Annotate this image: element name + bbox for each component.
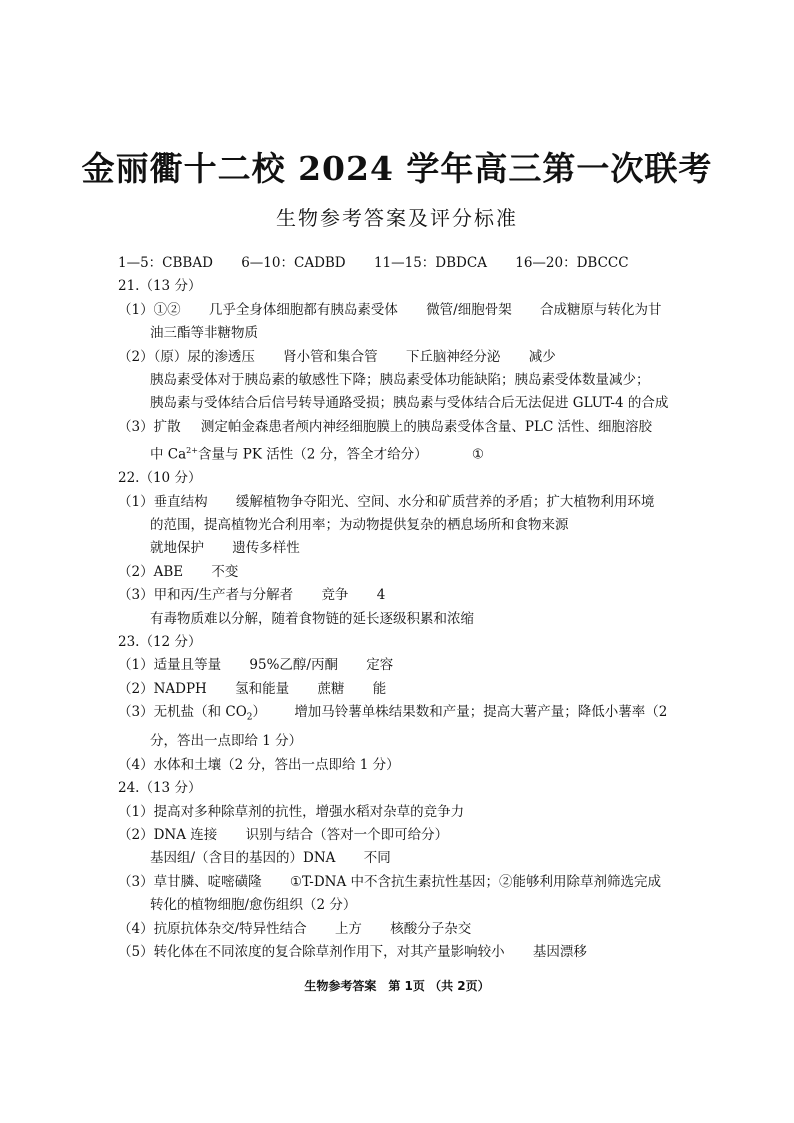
q23-heading: 23.（12 分）: [118, 634, 202, 650]
q23-p1-b: 95%乙醇/丙酮: [249, 657, 338, 674]
q24-p3-a: （3）草甘膦、啶嘧磺隆: [118, 873, 262, 890]
q22-heading: 22.（10 分）: [118, 470, 202, 487]
q24-p5-a: （5）转化体在不同浓度的复合除草剂作用下，对其产量影响较小: [118, 943, 505, 960]
page-footer: 生物参考答案 第 1页 （共 2页）: [304, 979, 490, 993]
q23-part3-cont: 分，答出一点即给 1 分）: [150, 733, 303, 750]
q22-p2-b: 不变: [211, 563, 239, 580]
q21-p2-c: 下丘脑神经分泌: [405, 348, 501, 365]
q24-p2-b: 识别与结合（答对一个即可给分）: [245, 826, 449, 843]
q24-part1: （1）提高对多种除草剂的抗性，增强水稻对杂草的竞争力: [118, 803, 465, 820]
q21-heading: 21.（13 分）: [118, 278, 202, 295]
q23-p2-c: 蔗糖: [317, 680, 345, 697]
q21-p3-b: 测定帕金森患者颅内神经细胞膜上的胰岛素受体含量、PLC 活性、细胞溶胶: [200, 418, 653, 435]
q24-p4-c: 核酸分子杂交: [390, 920, 472, 937]
q21-part2: [118, 346, 684, 369]
q24-part5: [118, 941, 684, 964]
q24-part4: [118, 918, 684, 941]
q21-part1-cont: 油三酯等非糖物质: [150, 325, 258, 342]
q21-part2-cont1: 胰岛素受体对于胰岛素的敏感性下降；胰岛素受体功能缺陷；胰岛素受体数量减少；: [150, 372, 650, 389]
q21-part3-cont: [118, 439, 684, 467]
q23-p2-d: 能: [372, 680, 387, 697]
q21-part2-cont2: 胰岛素与受体结合后信号转导通路受损；胰岛素与受体结合后无法促进 GLUT-4 的合成: [150, 395, 669, 412]
q24-p2-a: （2）DNA 连接: [118, 826, 218, 843]
q24-p4-b: 上方: [334, 920, 362, 937]
q24-part2-cont: [118, 847, 684, 870]
q21-p2-b: 肾小管和集合管: [283, 348, 378, 365]
q23-p1-a: （1）适量且等量: [118, 657, 222, 674]
answer-content: [118, 252, 684, 964]
q23-part3: [118, 701, 684, 730]
q24-p3-b: ①T-DNA 中不含抗生素抗性基因；②能够利用除草剂筛选完成: [289, 873, 661, 890]
q21-p1-d: 合成糖原与转化为甘: [540, 301, 662, 318]
q21-p3b-pre: 中 Ca: [150, 446, 187, 463]
mc-group-4: 16—20：DBCCC: [515, 255, 629, 271]
q23-part1: [118, 654, 684, 677]
q22-p1c-a: 就地保护: [150, 540, 204, 557]
q21-p2-a: （2）（原）尿的渗透压: [118, 348, 255, 365]
q22-part3-cont: 有毒物质难以分解，随着食物链的延长逐级积累和浓缩: [150, 610, 474, 627]
q24-p2b-a: 基因组/（含目的基因的）DNA: [150, 850, 336, 867]
q22-p1-a: （1）垂直结构: [118, 493, 208, 510]
q23-part2: [118, 678, 684, 701]
q22-part1: [118, 491, 684, 514]
q23-p3-post: ）: [252, 704, 267, 721]
q21-p3-a: （3）扩散: [118, 418, 181, 435]
q21-part1: [118, 299, 684, 322]
q21-p2-d: 减少: [528, 348, 556, 365]
q23-p1-c: 定容: [366, 657, 394, 674]
mc-group-3: 11—15：DBDCA: [373, 255, 487, 271]
q23-part4: （4）水体和土壤（2 分，答出一点即给 1 分）: [118, 756, 400, 773]
q24-p5-b: 基因漂移: [532, 943, 587, 960]
q21-p1-a: （1）①②: [118, 301, 181, 318]
document-subtitle: 生物参考答案及评分标准: [276, 206, 518, 230]
q22-p3-b: 竞争: [321, 587, 349, 604]
q22-p3-a: （3）甲和丙/生产者与分解者: [118, 587, 294, 604]
q22-p1c-b: 遗传多样性: [232, 540, 300, 557]
q21-p3b-sup: 2+: [186, 446, 198, 456]
q22-p3-c: 4: [376, 587, 386, 604]
q21-p3b-post: 含量与 PK 活性（2 分，答全才给分）: [197, 446, 428, 463]
mc-group-2: 6—10：CADBD: [241, 255, 346, 271]
q24-part3: [118, 871, 684, 894]
q22-part2: [118, 561, 684, 584]
q21-part3: [118, 416, 684, 439]
q22-p2-a: （2）ABE: [118, 563, 184, 580]
q22-part1-cont: 的范围，提高植物光合利用率；为动物提供复杂的栖息场所和食物来源: [150, 516, 569, 533]
q23-p2-b: 氢和能量: [235, 680, 290, 697]
q24-part3-cont: 转化的植物细胞/愈伤组织（2 分）: [150, 897, 357, 914]
q22-part1-cont2: [118, 537, 684, 560]
q23-p3-pre: （3）无机盐（和 CO: [118, 704, 247, 721]
q22-p1-b: 缓解植物争夺阳光、空间、水分和矿质营养的矛盾；扩大植物利用环境: [235, 493, 655, 510]
q22-part3: [118, 584, 684, 607]
q23-p2-a: （2）NADPH: [118, 680, 207, 697]
q24-heading: 24.（13 分）: [118, 780, 202, 797]
document-title: 金丽衢十二校 2024 学年高三第一次联考: [81, 149, 713, 188]
q24-p2b-b: 不同: [363, 850, 391, 867]
q23-p3-sub: 2: [246, 712, 253, 723]
q21-p1-c: 微管/细胞骨架: [426, 301, 512, 318]
mc-group-1: 1—5：CBBAD: [118, 255, 213, 271]
q23-p3-rest: 增加马铃薯单株结果数和产量；提高大薯产量；降低小薯率（2: [294, 704, 668, 721]
q24-p4-a: （4）抗原抗体杂交/特异性结合: [118, 920, 307, 937]
q21-p1-b: 几乎全身体细胞都有胰岛素受体: [208, 301, 398, 318]
q24-part2: [118, 824, 684, 847]
multiple-choice-answers: [118, 252, 684, 275]
q21-p3b-end: ①: [471, 446, 485, 463]
